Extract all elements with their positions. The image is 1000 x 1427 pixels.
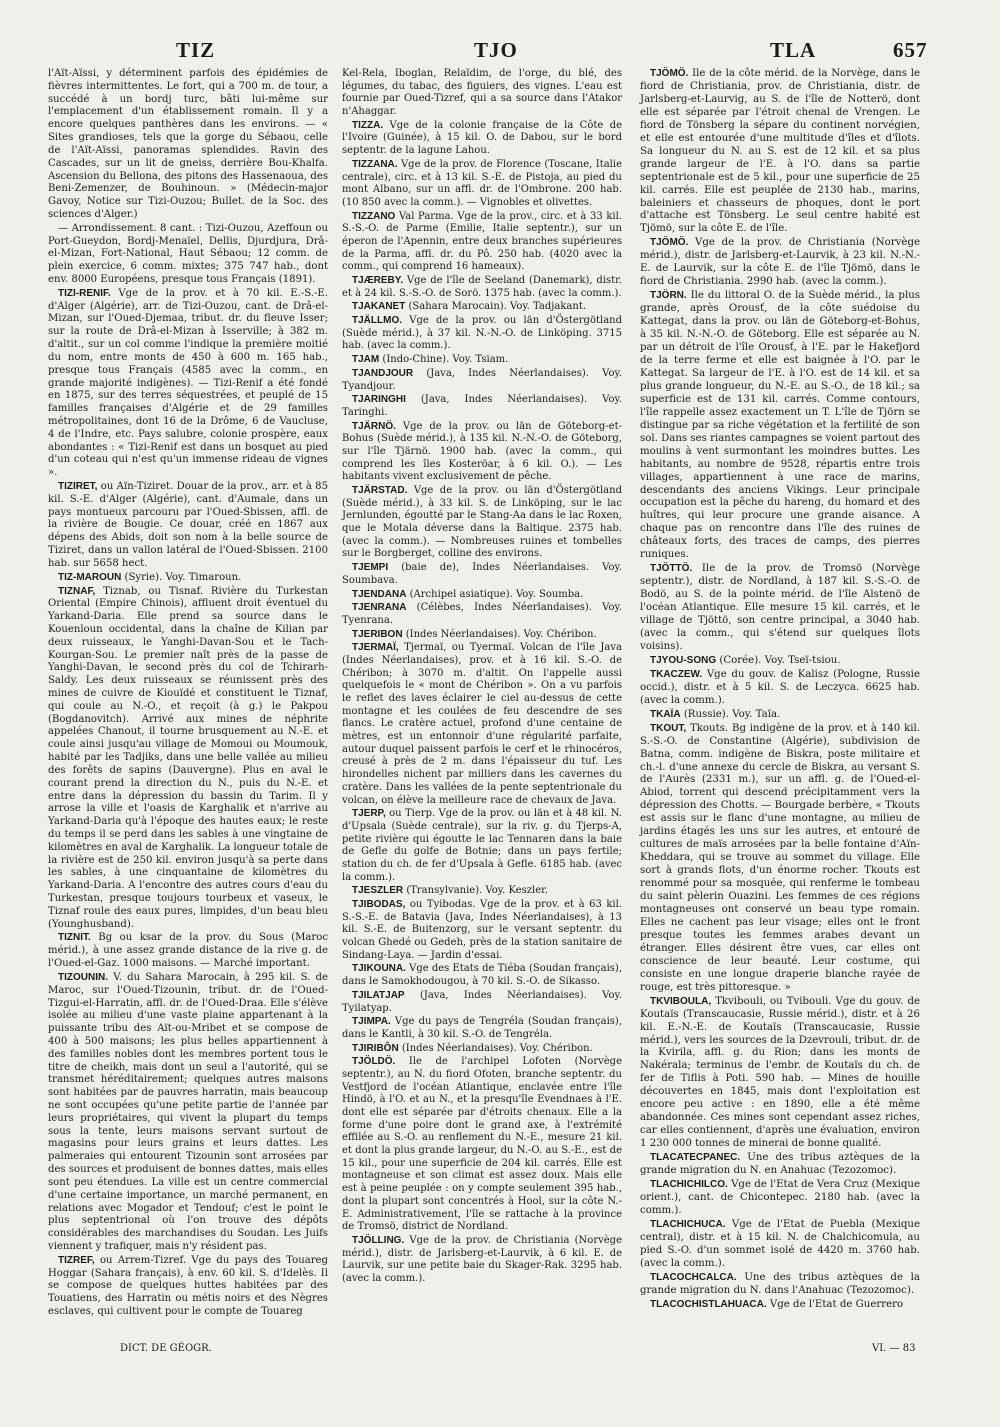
entry-text: (Transylvanie). Voy. Keszler. [406,885,548,897]
entry-headword: TJENDANA [352,588,407,600]
dictionary-entry [342,808,622,884]
entry-text: (Russie). Voy. Taïa. [683,708,781,720]
entry-headword: TLACHICHUCA. [650,1218,726,1230]
running-header [0,38,1000,68]
entry-text: Vge de la prov. de Christiania (Norvège mérid.), distr. de Jarlsberg-et-Laurvik, à 6 kil. E. de Laurvik, sur une petite baie du Skager-Rak. 3295 hab. (avec la comm.). [342,1234,622,1284]
entry-headword: TJARINGHI [352,394,406,406]
entry-headword: TJAKANET [352,301,406,313]
header-left-keyword: TIZ [176,38,216,62]
dictionary-entry [640,723,920,995]
entry-headword: TIZNIT. [58,932,91,944]
dictionary-entry [342,629,622,642]
dictionary-entry [640,68,920,236]
entry-text: Tjermaï, ou Tyermaï. Volcan de l'île Java (Indes Néerlandaises), prov. et à 16 kil. S.-O. de Chéribon; à 3070 m. d'altit. On l'appelle aussi quelquefois le « mont de Chéribon ». On a vu parfois le reflet des laves éclairer le ciel au-dessus de cette montagne et les coulées de feu descendre de ses flancs. Le cratère actuel, profond d'une centaine de mètres, est un entonnoir d'une régularité parfaite, autour duquel paissent parfois le cerf et le rhinocéros, creusé à près de 2 m. dans l'épaisseur du tuf. Les hirondelles nichent par milliers dans les cavernes du cratère. Dans les vallées de la pente septentrionale du volcan, on élève la meilleure race de chevaux de Java. [342,642,622,806]
entry-headword: TIZOUNIN. [58,971,108,983]
entry-text: Vge des Etats de Tiéba (Soudan français), dans le Samokhodougou, à 70 kil. S.-O. de Sikasso. [342,963,622,988]
dictionary-entry [640,1299,920,1312]
dictionary-entry [640,709,920,722]
entry-text: Vge de la prov. ou län d'Östergötland (Suède mérid.), à 33 kil. S. de Linköping, sur le lac Jernlunden, égoutté par le Stang-Aa dans le lac Roxen, que le Motala déverse dans la Baltique. 2375 hab. (avec la comm.). — Nombreuses ruines et tombelles sur le Borgberget, colline des environs. [342,485,622,560]
entry-headword: TLACHICHILCO. [650,1179,728,1191]
dictionary-entry [342,602,622,627]
dictionary-entry [342,394,622,419]
entry-headword: TJIBODAS, [352,899,406,910]
entry-text: Ile du littoral O. de la Suède mérid., la plus grande, après Orousť, de la côte suédoise du Kattegat, dans la prov. ou län de Göteborg-et-Bohus, à 35 kil. N.-N.-O. de Göteborg. Elle est séparée au N. par un détroit de l'île Orousť, à l'E. par le Hakefjord de la terre ferme et elle est baignée à l'O. par le Kattegat. Sa largeur de l'E. à l'O. est de 14 kil. et sa plus grande longueur, du N.-E. au S.-O., de 18 kil.; sa superficie est de 131 kil. carrés. Comme contours, l'île rappelle assez exactement un T. L'île de Tjörn se distingue par sa riche végétation et la fertilité de son sol. Dans ses riantes campagnes se voient partout des moulins à vent surmontant les moindres buttes. Les habitants, au nombre de 9528, répartis entre trois villages, appartiennent à une race de marins, descendants des anciens Vikings. Leur principale occupation est la pêche du hareng, du homard et des huîtres, qui leur procure une grande aisance. A chaque pas on rencontre dans l'île des ruines de châteaux forts, des traces de camps, des pierres runiques. [640,290,920,561]
entry-headword: TJÄRSTAD. [352,485,408,496]
dictionary-entry [342,963,622,988]
entry-text: (Indes Néerlandaises). Voy. Chéribon. [405,628,597,640]
entry-headword: TJÄRNÖ. [352,420,396,432]
dictionary-entry [342,159,622,210]
entry-headword: TJIRIBÔN [352,1042,399,1054]
column-left [48,68,328,1320]
entry-text: ou Tierp. Vge de la prov. ou län et à 48 kil. N. d'Upsala (Suède centrale), sur la riv. g. du Tjerps-A, petite rivière qui égoutte le lac Tennaren dans la baie de Gefle du golfe de Botnie; dans un pays fertile; station du ch. de fer d'Upsala à Gefle. 6185 hab. (avec la comm.). [342,808,622,883]
entry-headword: TKACZEW. [650,668,703,680]
entry-headword: TKOUT, [650,722,687,734]
footer-volume-mark: VI. — 83 [872,1343,916,1354]
entry-text: ou Tyibodas. Vge de la prov. et à 63 kil. S.-S.-E. de Batavia (Java, Indes Néerlandaises), à 13 kil. S.-E. de Buitenzorg, sur le versant septentr. du volcan Ghedé ou Gedeh, près de la station sanitaire de Sindang-Laya. — Jardin d'essai. [342,899,622,961]
dictionary-entry [640,996,920,1151]
dictionary-entry [640,1219,920,1271]
entry-text: (Sahara Marocain). Voy. Tadjakant. [408,301,587,313]
dictionary-entry [342,421,622,484]
entry-text: Vge de l'Etat de Vera Cruz (Mexique orient.), cant. de Chicontepec. 2180 hab. (avec la comm.). [640,1179,920,1216]
entry-headword: TLACOCHISTLAHUACA. [650,1298,767,1310]
entry-text: Vge du gouv. de Kalisz (Pologne, Russie occid.), distr. et à 5 kil. S. de Leczyca. 6625 hab. (avec la comm.). [640,668,920,706]
entry-headword: TJERMAÏ, [352,642,399,654]
entry-headword: TJYOU-SONG [650,654,717,666]
footer-signature: DICT. DE GÉOGR. [120,1343,212,1354]
entry-headword: TJANDJOUR [352,367,414,379]
page-footer [0,1343,1000,1363]
dictionary-entry [342,315,622,353]
entry-headword: TJÖMÖ. [650,237,689,249]
entry-headword: TJILATJAP [352,989,405,1001]
entry-headword: TJENRANA [352,602,407,614]
entry-text: Tkvibouli, ou Tvibouli. Vge du gouv. de Koutaïs (Transcaucasie, Russie mérid.), distr. et à 26 kil. E.-N.-E. de Koutaïs (Transcaucasie, Russie mérid.), vers les sources de la Dzevrouli, tribut. dr. de la Kvirila, affl. g. du Rion; dans les monts de Nakérala; terminus de l'embr. de Koutaïs du ch. de fer de Tiflis à Poti. 590 hab. — Mines de houille découvertes en 1845, mais dont l'exploitation est encore peu active : en 1890, elle a été même abandonnée. Ces mines sont cependant assez riches, car elles contiennent, d'après une évaluation, environ 1 230 000 tonnes de minerai de bonne qualité. [640,995,920,1150]
entry-headword: TJIMPA. [352,1016,391,1028]
dictionary-entry [342,368,622,393]
entry-headword: TIZZANA. [352,158,398,170]
dictionary-entry [342,301,622,314]
entry-text: Ile de la prov. de Tromsö (Norvège septentr.), distr. de Nordland, à 187 kil. S.-S.-O. de Bodö, au S. de la pointe mérid. de l'île Alstenö de l'océan Atlantique. Elle mesure 15 kil. carrés, et le village de Tjöttö, son centre principal, a 3040 hab. (avec la comm., qui s'étend sur quelques îlots voisins). [640,563,920,652]
entry-text: (Java, Indes Néerlandaises). Voy. Tyandjour. [342,367,622,392]
entry-headword: TIZZANO [352,210,396,222]
entry-text: V. du Sahara Marocain, à 295 kil. S. de Maroc, sur l'Oued-Tizounin, tribut. dr. de l'Oued-Tizgui-el-Harratin, affl. dr. de l'Oued-Draa. Elle s'élève isolée au milieu d'une vaste plaine appartenant à la puissante tribu des Aït-ou-Mribet et se compose de 400 à 500 maisons; les plus belles appartiennent à des familles nobles dont les membres portent tous le titre de cheikh, mais dont un seul a l'autorité, qui se transmet héréditairement; quelques autres maisons sont habitées par de pauvres harratin, mais beaucoup ne sont occupées qu'une petite partie de l'année par leurs propriétaires, qui vivent la plupart du temps sous la tente, leurs maisons servant surtout de magasins pour leurs grains et leurs dattes. Les palmeraies qui entourent Tizounin sont arrosées par des sources et produisent de bonnes dattes, mais elles sont peu étendues. La ville est un centre commercial d'une certaine importance, un marché permanent, en relations avec Mogador et Tendouf; c'est le point le plus septentrional où l'on trouve des dépôts considérables des marchandises du Soudan. Les Juifs viennent y trafiquer, mais n'y résident pas. [48,971,328,1252]
column-middle [342,68,622,1287]
dictionary-entry [342,1056,622,1234]
entry-text: Vge de la prov. ou län d'Östergötland (Suède mérid.), à 37 kil. N.-N.-O. de Linköping. 3715 hab. (avec la comm.). [342,315,623,352]
dictionary-entry [342,589,622,602]
entry-text: Vge de l'Etat de Guerrero [769,1298,904,1310]
dictionary-entry [48,972,328,1254]
dictionary-entry [342,642,622,807]
dictionary-entry [640,655,920,668]
entry-text: (Corée). Voy. Tseï-tsiou. [719,654,841,666]
entry-text: Vge du pays de Tengréla (Soudan français), dans le Kantli, à 30 kil. S.-O. de Tengréla. [342,1016,622,1040]
entry-text: (Java, Indes Néerlandaises). Voy. Taringhi. [342,394,622,418]
entry-headword: TIZZA. [352,119,384,131]
entry-headword: TJERP, [352,808,386,820]
entry-headword: TLACATECPANEC. [650,1152,741,1164]
dictionary-entry [48,68,328,222]
entry-headword: TJÆREBY. [352,275,404,286]
page-number: 657 [893,38,928,62]
entry-headword: TIZI-RENIF. [58,287,111,299]
entry-headword: TJÖLLING. [352,1234,405,1246]
entry-headword: TJIKOUNA. [352,963,406,975]
entry-text: Kel-Rela, Iboglan, Relaïdim, de l'orge, du blé, des légumes, du tabac, des figuiers, des vignes. L'eau est fournie par Oued-Tizref, qui a sa source dans l'Atakor n'Ahaggar. [342,68,622,118]
dictionary-entry [640,563,920,654]
dictionary-entry [342,990,622,1015]
dictionary-entry [342,1016,622,1041]
entry-text: Vge de la prov. ou län de Göteborg-et-Bohus (Suède mérid.), à 135 kil. N.-N.-O. de Göteborg, sur l'île Tjärnö. 1900 hab. (avec la comm., qui comprend les îles Kosteröar, à 6 kil. O.). — Les habitants vivent exclusivement de pêche. [342,420,622,483]
dictionary-entry [342,275,622,300]
entry-headword: TIZ-MAROUN [58,571,122,583]
dictionary-entry [342,1043,622,1056]
dictionary-entry [640,1152,920,1178]
dictionary-entry [48,223,328,287]
dictionary-entry [48,481,328,571]
dictionary-entry [640,290,920,562]
entry-text: (baie de), Indes Néerlandaises. Voy. Soumbava. [342,562,622,586]
header-center-keyword: TJO [474,38,518,62]
entry-text: Une des tribus aztèques de la grande migration du N. dans l'Anahuac (Tezozomoc). [640,1271,920,1296]
entry-text: Vge de la prov. et à 70 kil. E.-S.-E. d'Alger (Algérie), arr. de Tizi-Ouzou, cant. de Drâ-el-Mizan, sur l'Oued-Djemaa, tribut. dr. du fleuve Isser; sur la route de Drâ-el-Mizan à Isserville; à 382 m. d'altit., sur un col comme l'indique la première moitié du nom, entre monts de 450 à 600 m. 165 hab., presque tous Français (4585 avec la comm., en grande majorité indigènes). — Tizi-Renif a été fondé en 1875, sur des terres séquestrées, et peuplé de 15 familles françaises d'Algérie et de 29 familles métropolitaines, dont 16 de la Drôme, 6 de Vaucluse, 4 de l'Indre, etc. Pays salubre, colonie prospère, eaux abondantes : « Tizi-Renif est dans un bosquet au pied d'un coteau qui n'est qu'un immense rideau de vignes ». [48,287,328,479]
dictionary-entry [640,1272,920,1298]
entry-headword: TJÖMÖ. [650,68,689,79]
entry-text: ou Aïn-Tiziret. Douar de la prov., arr. et à 85 kil. S.-E. d'Alger (Algérie), cant. d'Aumale, dans un pays montueux parcouru par l'Oued-Sbissen, affl. de la rivière de Bougie. Ce douar, créé en 1867 aux dépens des Abids, doit son nom à la belle source de Tiziret, dans un vallon latéral de l'Oued-Sbissen. 2100 hab. sur 5658 hect. [48,481,328,569]
entry-text: (Indo-Chine). Voy. Tsiam. [382,354,509,366]
dictionary-entry [640,237,920,289]
entry-text: Val Parma. Vge de la prov., circ. et à 33 kil. S.-S.-O. de Parme (Emilie, Italie septentr.), sur un éperon de l'Apennin, entre deux branches supérieures de la Parma, affl. dr. du Pô. 250 hab. (4020 avec la comm., qui comprend 16 hameaux). [342,210,622,273]
dictionary-entry [48,932,328,970]
entry-text: ou Arrem-Tizref. Vge du pays des Touareg Hoggar (Sahara français), à env. 60 kil. S. d'Idelès. Il se compose de quelques huttes habitées par des Touatiens, des Harratin ou métis noirs et des Nègres esclaves, qui cultivent pour le compte de Touareg [48,1254,328,1317]
dictionary-entry [48,288,328,480]
entry-text: l'Aït-Aïssi, y déterminent parfois des épidémies de fièvres intermittentes. Le fort, qui a 700 m. de tour, a succédé à un bordj turc, bâti lui-même sur l'emplacement d'un établissement romain. Il y a encore quelques panthères dans les environs. — « Sites grandioses, tels que la gorge du Sébaou, celle de l'Aït-Aïssi, panoramas splendides. Ravin des Cascades, sur un lit de gneiss, derrière Bou-Khalfa. Ascension du Bellona, des pitons des Hassenaoua, des Beni-Zemenzer, de Bouhinoun. » (Médecin-major Gavoy, Notice sur Tizi-Ouzou; Bullet. de la Soc. des sciences d'Alger.) [48,68,328,220]
entry-text: Une des tribus aztèques de la grande migration du N. en Anahuac (Tezozomoc). [640,1152,920,1177]
entry-headword: TJÖTTÖ. [650,563,693,575]
column-right [640,68,920,1313]
entry-headword: TIZIRET, [58,481,98,492]
entry-text: Vge de l'île de Seeland (Danemark), distr. et à 24 kil. S.-S.-O. de Sorö. 1375 hab. (avec la comm.). [342,275,622,299]
dictionary-entry [342,485,622,561]
entry-text: Vge de la colonie française de la Côte de l'Ivoire (Guinée), à 15 kil. O. de Dabou, sur le bord septentr. de la lagune Lahou. [342,119,622,157]
entry-text: (Syrie). Voy. Timaroun. [124,571,242,583]
entry-text: Bg ou ksar de la prov. du Sous (Maroc mérid.), à une assez grande distance de la rive g. de l'Oued-el-Gaz. 1000 maisons. — Marché important. [48,932,328,970]
entry-text: (Archipel asiatique). Voy. Soumba. [409,588,584,600]
entry-headword: TJÖLDÖ. [352,1056,396,1068]
header-right-keyword: TLA [770,38,817,62]
entry-headword: TJÄLLMO. [352,315,402,327]
dictionary-entry [342,899,622,962]
entry-text: Ile de l'archipel Lofoten (Norvège septentr.), au N. du fiord Ofoten, branche septentr. du Vestfjord de l'océan Atlantique, enclavée entre l'île Hindö, à l'O. et au N., et la presqu'île Evendnaes à l'E. dont elle est séparée par d'étroits chenaux. Elle a la forme d'une poire dont le grand axe, à l'extrémité effilée au S.-O. au renflement du N.-E., mesure 21 kil. et dont la plus grande largeur, du N.-O. au S.-E., est de 15 kil., pour une superficie de 204 kil. carrés. Elle est montagneuse et son climat est assez doux. Mais elle est à peine peuplée : on y compte seulement 395 hab., dont la plupart sont concentrés à Hool, sur la côte N.-E. Administrativement, l'île se rattache à la province de Tromsö, district de Nordland. [342,1056,622,1233]
entry-headword: TJERIBON [352,628,403,640]
entry-text: (Célèbes, Indes Néerlandaises). Voy. Tyenrana. [342,602,622,626]
entry-headword: TIZREF, [58,1254,95,1266]
dictionary-entry [48,572,328,585]
dictionary-entry [48,1255,328,1319]
entry-text: Vge de la prov. de Christiania (Norvège mérid.), distr. de Jarlsberg-et-Laurvik, à 23 kil. N.-N.-E. de Laurvik, sur la côte E. de l'île Tjömö, dans le fiord de Christiania. 2990 hab. (avec la comm.). [640,237,920,288]
entry-text: Tiznab, ou Tisnaf. Rivière du Turkestan Oriental (Empire Chinois), affluent droit éventuel du Yarkand-Daria. Elle prend sa source dans le Kouenloun occidental, dans la chaîne de Kilian par deux ruisseaux, le Yanghi-Davan-Sou et le Tach-Kourgan-Sou. Le premier naît près de la passe de Yanghi-Davan, le second près du col de Tchirarh-Saldy. Les deux ruisseaux se réunissent près des mines de cuivre de Kiouïdé et constituent le Tiznaf, qui coule au N.-O., et reçoit (à g.) le Pakpou (Bogdanovitch). Arrivé aux mines de néphrite appelées Chanout, il tourne brusquement au N.-E. et coule ainsi jusqu'au village de Momoui ou Moumouk, habité par les Tadjiks, dans une belle vallée au milieu des forêts de sapins (Dauvergne). Plus en aval le courant prend la direction du N., puis du N.-E. et entre dans la dépression du bassin du Tarim. Il y arrose la ville et l'oasis de Karghalik et n'arrive au Yarkand-Daria qu'à l'époque des hautes eaux; le reste du temps il se perd dans les sables à une vingtaine de kilomètres en aval de Karghalik. La longueur totale de la rivière est de 250 kil. environ jusqu'à sa perte dans les sables, à une cinquantaine de kilomètres du Yarkand-Daria. A l'encontre des autres cours d'eau du Turkestan, presque toujours tourbeux et vaseux, le Tiznaf roule des eaux pures, limpides, d'un beau bleu (Younghusband). [48,585,328,930]
entry-text: (Java, Indes Néerlandaises). Voy. Tyilatyap. [342,989,623,1014]
dictionary-entry [342,1235,622,1286]
entry-headword: TIZNAF, [58,585,96,597]
dictionary-entry [640,669,920,708]
entry-text: Ile de la côte mérid. de la Norvège, dans le fiord de Christiania, prov. de Christiania, distr. de Jarlsberg-et-Laurvig, au S. de l'île de Notterö, dont elle est séparée par l'étroit chenal de Vrengen. Le fiord de Tönsberg la sépare du continent norvégien, et elle est entourée d'une multitude d'îles et d'îlots. Sa longueur du N. au S. est de 12 kil. et sa plus grande largeur de l'E. à l'O. dans sa partie septentrionale est de 5 kil., pour une superficie de 25 kil. carrés. Elle est peuplée de 2130 hab., marins, baleiniers et chasseurs de phoques, dont le port d'attache est Tönsberg. Le seul centre habité est Tjömö, sur la côte E. de l'île. [640,68,920,235]
entry-text: Tkouts. Bg indigène de la prov. et à 140 kil. S.-S.-O. de Constantine (Algérie), subdivision de Batna, comm. indigène de Biskra, poste militaire et ch.-l. d'une annexe du cercle de Biskra, au versant S. de l'Aurès (2331 m.), sur un affl. g. de l'Oued-el-Abiod, torrent qui descend précipitamment vers la dépression des Chotts. — Bourgade berbère, « Tkouts est assis sur le flanc d'une montagne, au milieu de jardins étagés les uns sur les autres, et entouré de cultures de maïs arrosées par la belle fontaine d'Aïn-Kheddara, qui se trouve au sommet du village. Elle sort à grands flots, d'un énorme rocher. Tkouts est renommé pour sa mosquée, qui renferme le tombeau du saint pèlerin Ouazini. Les femmes de ces régions montagneuses ont conservé un beau type romain. Elles ne cachent pas leur visage; elles ont le front presque toutes les femmes arabes devant un étranger. Elles désirent être vues, car elles ont conscience de leur beauté. Leur costume, qui consiste en une longue draperie blanche rayée de rouge, est très pittoresque. » [640,722,921,993]
entry-headword: TJEMPI [352,562,389,574]
entry-headword: TJAM [352,354,380,366]
entry-text: Vge de l'Etat de Puebla (Mexique central), distr. et à 15 kil. N. de Chalchicomula, au pied S.-O. d'un sommet isolé de 4420 m. 3760 hab. (avec la comm.). [640,1218,920,1269]
dictionary-entry [342,562,622,587]
entry-headword: TJÖRN. [650,290,687,302]
dictionary-entry [342,211,622,274]
entry-text: (Indes Néerlandaises). Voy. Chéribon. [401,1042,593,1054]
dictionary-entry [640,1179,920,1218]
dictionary-entry [342,354,622,367]
entry-headword: TLACOCHCALCA. [650,1271,737,1283]
dictionary-entry [342,120,622,158]
dictionary-entry [342,885,622,898]
dictionary-entry [48,586,328,932]
entry-headword: TKAÏA [650,708,681,720]
entry-headword: TKVIBOULA, [650,995,712,1007]
entry-headword: TJESZLER [352,885,404,897]
entry-text: — Arrondissement. 8 cant. : Tizi-Ouzou, Azeffoun ou Port-Gueydon, Bordj-Menaïel, Dellis, Djurdjura, Drâ-el-Mizan, Fort-National, Haut Sébaou; 12 comm. de plein exercice, 6 comm. mixtes; 375 747 hab., dont env. 8000 Européens, presque tous Français (1891). [48,222,328,285]
entry-text: Vge de la prov. de Florence (Toscane, Italie centrale), circ. et à 13 kil. S.-E. de Pistoja, au pied du mont Albano, sur un affl. dr. de l'Ombrone. 200 hab. (10 850 avec la comm.). — Vignobles et olivettes. [342,158,622,208]
dictionary-entry [342,68,622,119]
